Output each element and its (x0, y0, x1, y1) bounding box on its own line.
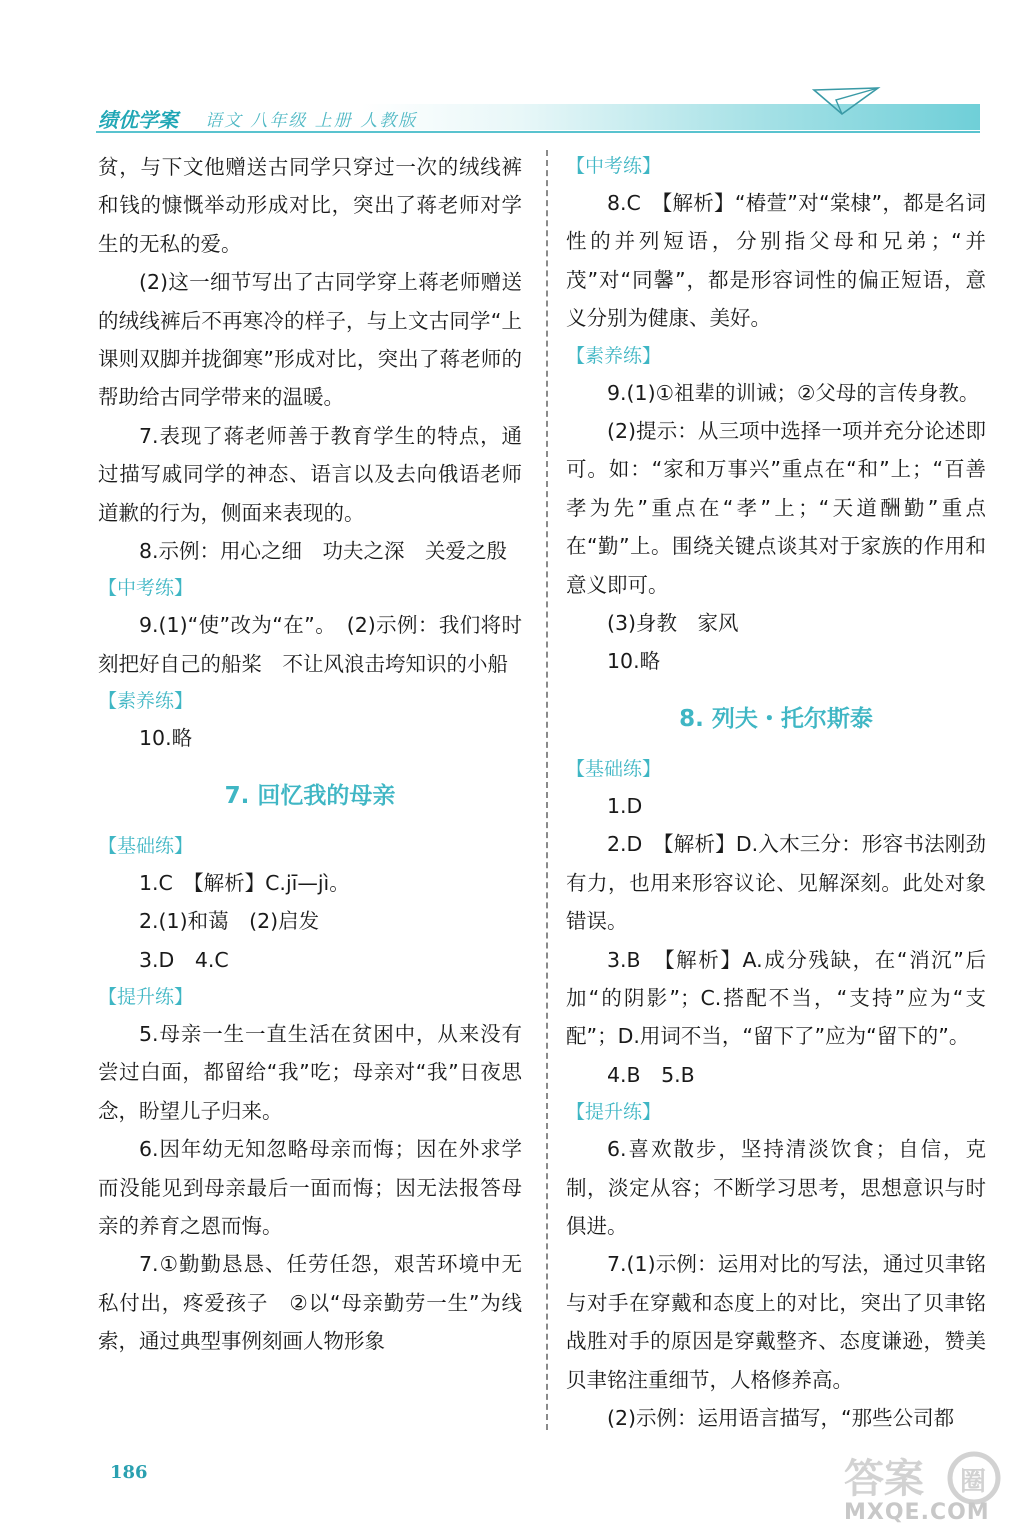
answer-paragraph: (2)这一细节写出了古同学穿上蒋老师赠送的绒线裤后不再寒冷的样子，与上文古同学“上课则双脚并拢御寒”形成对比，突出了蒋老师的帮助给古同学带来的温暖。 (98, 270, 522, 410)
answer-paragraph: 10.略 (607, 649, 661, 674)
answer-paragraph: 9.(1)“使”改为“在”。 (2)示例：我们将时刻把好自己的船桨 不让风浪击垮知识的小船 (98, 613, 522, 676)
answer-paragraph: 2.D 【解析】D.入木三分：形容书法刚劲有力，也用来形容议论、见解深刻。此处对象错误。 (566, 832, 986, 934)
column-divider (546, 150, 548, 1430)
page-header (0, 0, 1014, 150)
answer-paragraph: (3)身教 家风 (607, 611, 739, 636)
exercise-section-tag: 【基础练】 (98, 834, 194, 857)
answer-paragraph: 7.表现了蒋老师善于教育学生的特点，通过描写戚同学的神态、语言以及去向俄语老师道歉的行为，侧面来表现的。 (98, 423, 522, 525)
exercise-section-tag: 【提升练】 (566, 1101, 662, 1124)
watermark-text: MXQE.COM (844, 1500, 990, 1525)
header-rule (96, 131, 980, 133)
answer-paragraph: 7.①勤勤恳恳、任劳任怨，艰苦环境中无私付出，疼爱孩子 ②以“母亲勤劳一生”为线索，通过典型事例刻画人物形象 (98, 1252, 522, 1354)
exercise-section-tag: 【素养练】 (566, 344, 662, 367)
paper-plane-icon (812, 84, 882, 118)
svg-text:圈: 圈 (960, 1467, 987, 1497)
answer-paragraph: 1.D (607, 793, 643, 818)
page-number: 186 (110, 1462, 148, 1483)
answer-paragraph: (2)示例：运用语言描写，“那些公司都 (607, 1405, 955, 1430)
answer-paragraph: 4.B 5.B (607, 1062, 695, 1087)
answer-paragraph: 8.C 【解析】“椿萱”对“棠棣”，都是名词性的并列短语，分别指父母和兄弟；“并茂”对“同馨”，都是形容词性的偏正短语，意义分别为健康、美好。 (566, 191, 986, 331)
answer-paragraph: 8.示例：用心之细 功夫之深 关爱之殷 (139, 539, 508, 564)
answer-paragraph: (2)提示：从三项中选择一项并充分论述即可。如：“家和万事兴”重点在“和”上；“百善孝为先”重点在“孝”上；“天道酬勤”重点在“勤”上。围绕关键点谈其对于家族的作用和意义即可。 (566, 419, 986, 597)
exercise-section-tag: 【中考练】 (98, 577, 194, 600)
right-column (566, 148, 986, 1437)
answer-paragraph: 9.(1)①祖辈的训诫；②父母的言传身教。 (607, 380, 980, 405)
exercise-section-tag: 【中考练】 (566, 155, 662, 177)
answer-paragraph: 10.略 (139, 726, 193, 751)
answer-paragraph: 3.B 【解析】A.成分残缺，在“消沉”后加“的阴影”；C.搭配不当，“支持”应为“支配”；D.用词不当，“留下了”应为“留下的”。 (566, 947, 986, 1049)
answer-paragraph: 6.喜欢散步，坚持清淡饮食；自信，克制，淡定从容；不断学习思考，思想意识与时俱进。 (566, 1137, 986, 1238)
answer-paragraph: 贫，与下文他赠送古同学只穿过一次的绒线裤和钱的慷慨举动形成对比，突出了蒋老师对学生的无私的爱。 (98, 155, 522, 256)
svg-text:答案: 答案 (844, 1456, 924, 1502)
exercise-section-tag: 【素养练】 (98, 690, 194, 713)
answer-paragraph: 5.母亲一生一直生活在贫困中，从来没有尝过白面，都留给“我”吃；母亲对“我”日夜思念，盼望儿子归来。 (98, 1021, 522, 1123)
book-subject-line: 语文 八年级 上册 人教版 (205, 111, 418, 131)
lesson-title: 7. 回忆我的母亲 (224, 782, 396, 809)
answer-paragraph: 1.C 【解析】C.jī—jì。 (139, 870, 350, 895)
answer-paragraph: 3.D 4.C (139, 947, 229, 972)
exercise-section-tag: 【提升练】 (98, 985, 194, 1008)
answer-paragraph: 7.(1)示例：运用对比的写法，通过贝聿铭与对手在穿戴和态度上的对比，突出了贝聿铭战胜对手的原因是穿戴整齐、态度谦逊，赞美贝聿铭注重细节，人格修养高。 (566, 1252, 986, 1392)
lesson-title: 8. 列夫・托尔斯泰 (679, 705, 873, 732)
answer-paragraph: 2.(1)和蔼 (2)启发 (139, 909, 320, 934)
brand-logo-text: 绩优学案 (98, 108, 178, 132)
left-column (98, 148, 522, 1361)
answer-paragraph: 6.因年幼无知忽略母亲而悔；因在外求学而没能见到母亲最后一面而悔；因无法报答母亲的养育之恩而悔。 (98, 1137, 522, 1238)
exercise-section-tag: 【基础练】 (566, 757, 662, 780)
